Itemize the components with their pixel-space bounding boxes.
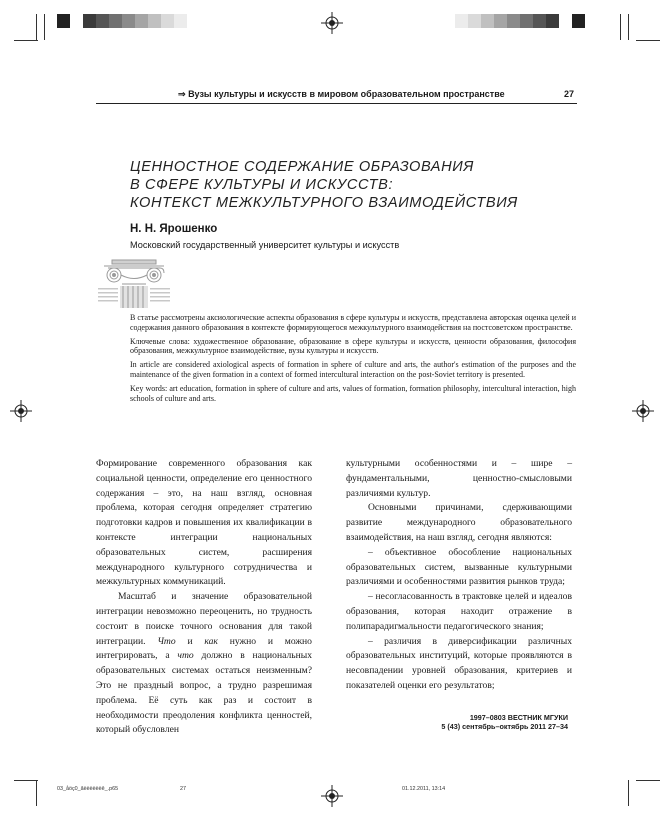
calibration-swatch: [109, 14, 122, 28]
crop-mark: [636, 40, 660, 41]
abstract-ru: В статье рассмотрены аксиологические аспекты образования в сфере культуры и искусств, представлена авторская оценка целей и содержания данного образования в контексте формирующегося межкультурного взаимодействия на постсоветском пространстве.: [130, 313, 576, 332]
crop-mark: [14, 40, 38, 41]
arrow-icon: ⇒: [178, 89, 186, 99]
running-header: [178, 89, 574, 100]
keywords-ru: Ключевые слова: художественное образование, образование в сфере культуры и искусств, ценности образования, философия образования, межкультурное взаимодействие, вузы культуры и искусств.: [130, 336, 576, 356]
calibration-swatch: [135, 14, 148, 28]
abstract-en: In article are considered axiological aspects of formation in sphere of culture and arts, the author's estimation of the purposes and the maintenance of the given formation in a context of formed intercultural interaction on the post-Soviet territory is presented.: [130, 360, 576, 379]
keywords-en: Key words: art education, formation in sphere of culture and arts, values of formation, formation philosophy, intercultural interaction, high schools of culture and arts.: [130, 384, 576, 403]
registration-mark-icon: [321, 785, 343, 807]
slug-timestamp: 01.12.2011, 13:14: [402, 786, 446, 792]
color-calibration-bar-left: [57, 14, 187, 28]
slug-page: 27: [180, 786, 186, 792]
crop-mark: [620, 14, 621, 40]
abstract: [130, 313, 576, 408]
calibration-swatch: [96, 14, 109, 28]
body-column-left: [96, 457, 312, 738]
running-header-section: ⇒ Вузы культуры и искусств в мировом образовательном пространстве: [178, 89, 505, 99]
calibration-swatch: [572, 14, 585, 28]
body-paragraph: Масштаб и значение образовательной интеграции невозможно переоценить, но трудность состоит в поиске точного основания для такой интеграции. Что и как нужно и можно интегрировать, а что должно в национальных образовательных системах остаться неизменным? Это не праздный вопрос, а трудно разрешимая проблема. Её суть как раз и состоит в необходимости преодоления конфликта ценностей, который обусловлен: [96, 591, 312, 736]
calibration-swatch: [559, 14, 572, 28]
registration-mark-icon: [10, 400, 32, 422]
page-number: 27: [563, 89, 574, 99]
list-item: – несогласованность в трактовке целей и идеалов образования, которая находит отражение в полипарадигмальности педагогического знания;: [346, 591, 572, 632]
calibration-swatch: [494, 14, 507, 28]
calibration-swatch: [507, 14, 520, 28]
calibration-swatch: [122, 14, 135, 28]
body-paragraph: культурными особенностями и – шире – фундаментальными, ценностно-смысловыми различиями культур.: [346, 458, 572, 499]
crop-mark: [36, 780, 37, 806]
journal-issn: 1997–0803 ВЕСТНИК МГУКИ: [469, 713, 568, 722]
calibration-swatch: [455, 14, 468, 28]
crop-mark: [36, 14, 37, 40]
registration-mark-icon: [321, 12, 343, 34]
journal-footer: [441, 713, 568, 731]
calibration-swatch: [148, 14, 161, 28]
body-paragraph: Формирование современного образования как социальной ценности, определение его ценностного содержания – это, на наш взгляд, основная проблема, которая сегодня определяет стратегию подготовки кадров и повышения их квалификации в контексте интеграции национальных образовательных систем, расширения международного культурного сотрудничества и межкультурных коммуникаций.: [96, 458, 312, 588]
title-line: КОНТЕКСТ МЕЖКУЛЬТУРНОГО ВЗАИМОДЕЙСТВИЯ: [130, 195, 518, 211]
calibration-swatch: [520, 14, 533, 28]
body-column-right: [346, 457, 572, 694]
crop-mark: [14, 780, 38, 781]
calibration-swatch: [70, 14, 83, 28]
body-paragraph: Основными причинами, сдерживающими развитие международного образовательного взаимодействия, на наш взгляд, сегодня являются:: [346, 502, 572, 543]
title-line: ЦЕННОСТНОЕ СОДЕРЖАНИЕ ОБРАЗОВАНИЯ: [130, 159, 474, 175]
article-title: [130, 158, 518, 212]
slug-filename: 03_åöç0_ãëëëëëëê_.p65: [57, 786, 119, 792]
crop-mark: [628, 780, 629, 806]
list-item: – объективное обособление национальных образовательных систем, вызванные культурными различиями и особенностями развития рынков труда;: [346, 546, 572, 588]
crop-mark: [636, 780, 660, 781]
calibration-swatch: [57, 14, 70, 28]
author-affiliation: Московский государственный университет культуры и искусств: [130, 240, 400, 250]
author-name: Н. Н. Ярошенко: [130, 223, 218, 235]
calibration-swatch: [546, 14, 559, 28]
calibration-swatch: [161, 14, 174, 28]
journal-issue: 5 (43) сентябрь–октябрь 2011 27–34: [441, 722, 568, 731]
registration-mark-icon: [632, 400, 654, 422]
calibration-swatch: [468, 14, 481, 28]
crop-mark: [628, 14, 629, 40]
ionic-capital-icon: [98, 258, 170, 310]
title-line: В СФЕРЕ КУЛЬТУРЫ И ИСКУССТВ:: [130, 177, 394, 193]
calibration-swatch: [533, 14, 546, 28]
color-calibration-bar-right: [455, 14, 585, 28]
header-rule: [96, 103, 577, 104]
list-item: – различия в диверсификации различных образовательных институций, которые проявляются в несовпадении уровней образования, критериев и показателей оценки его результатов;: [346, 635, 572, 691]
calibration-swatch: [174, 14, 187, 28]
crop-mark: [44, 14, 45, 40]
calibration-swatch: [83, 14, 96, 28]
calibration-swatch: [481, 14, 494, 28]
